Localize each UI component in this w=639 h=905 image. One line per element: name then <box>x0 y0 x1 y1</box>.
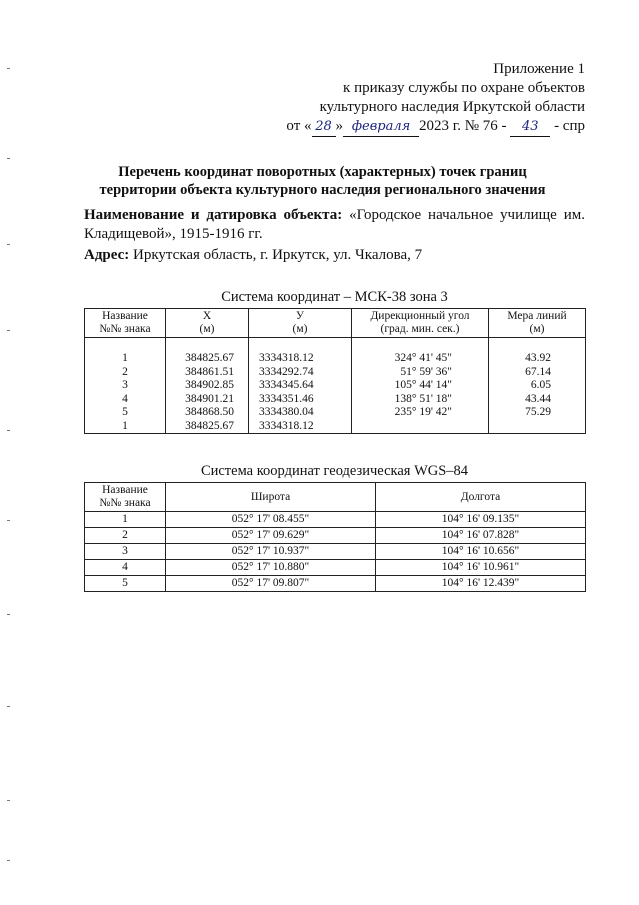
table-cell: 384868.50 <box>166 406 249 420</box>
order-day: 28 <box>312 117 336 137</box>
table-header-row <box>85 483 586 512</box>
table-cell: 43.44 <box>489 393 586 407</box>
address-label: Адрес: <box>84 247 130 263</box>
order-mid: » <box>335 118 344 134</box>
object-address <box>84 246 585 265</box>
table-cell <box>489 420 586 434</box>
table-cell: 4 <box>85 560 166 576</box>
table-cell: 052° 17' 10.880" <box>166 560 376 576</box>
table-cell: 67.14 <box>489 366 586 380</box>
title-line: территории объекта культурного наследия регионального значения <box>99 182 546 198</box>
table-cell <box>352 420 489 434</box>
wgs84-coordinates-table <box>84 482 586 592</box>
appendix-line: культурного наследия Иркутской области <box>319 99 585 115</box>
document-title <box>60 163 585 199</box>
table-row <box>85 379 586 393</box>
table-cell: 105° 44' 14" <box>352 379 489 393</box>
table-cell: 104° 16' 09.135" <box>376 512 586 528</box>
msk-coordinates-table <box>84 308 586 434</box>
table-cell: 2 <box>85 366 166 380</box>
table-cell: 2 <box>85 528 166 544</box>
table-cell: 384825.67 <box>166 420 249 434</box>
scan-mark <box>7 706 10 707</box>
header-cell: Название №№ знака <box>85 309 166 338</box>
order-line <box>286 117 585 137</box>
table-row <box>85 393 586 407</box>
table-cell: 104° 16' 07.828" <box>376 528 586 544</box>
table-cell: 104° 16' 10.961" <box>376 560 586 576</box>
scan-mark <box>7 860 10 861</box>
table-cell: 3 <box>85 544 166 560</box>
order-number: 43 <box>510 117 550 137</box>
table-row <box>85 406 586 420</box>
table-cell: 1 <box>85 352 166 366</box>
table-cell: 138° 51' 18" <box>352 393 489 407</box>
table-cell: 3 <box>85 379 166 393</box>
order-year: 2023 г. № 76 - <box>419 118 507 134</box>
scan-mark <box>7 800 10 801</box>
object-text: «Городское начальное училище им. Кладищевой», 1915-1916 гг. <box>84 207 585 242</box>
table-cell: 384901.21 <box>166 393 249 407</box>
object-label: Наименование и датировка объекта: <box>84 207 343 223</box>
scan-mark <box>7 430 10 431</box>
table-cell: 3334318.12 <box>249 352 352 366</box>
table-cell: 052° 17' 09.629" <box>166 528 376 544</box>
header-cell: Название №№ знака <box>85 483 166 512</box>
table-cell: 5 <box>85 406 166 420</box>
table-row <box>85 420 586 434</box>
table-cell: 3334318.12 <box>249 420 352 434</box>
table-row <box>85 560 586 576</box>
table-cell: 052° 17' 09.807" <box>166 576 376 592</box>
title-line: Перечень координат поворотных (характерных) точек границ <box>118 164 527 180</box>
table-cell: 235° 19' 42" <box>352 406 489 420</box>
table-cell: 104° 16' 10.656" <box>376 544 586 560</box>
table-row <box>85 352 586 366</box>
table-cell: 1 <box>85 420 166 434</box>
scan-mark <box>7 614 10 615</box>
table-cell: 384861.51 <box>166 366 249 380</box>
order-month: февраля <box>343 117 419 137</box>
table-cell: 3334351.46 <box>249 393 352 407</box>
table-cell: 75.29 <box>489 406 586 420</box>
spacer-row <box>85 338 586 353</box>
table-cell: 51° 59' 36" <box>352 366 489 380</box>
appendix-header <box>286 60 585 137</box>
scan-mark <box>7 68 10 69</box>
table-cell: 6.05 <box>489 379 586 393</box>
object-name <box>84 206 585 244</box>
header-cell: X (м) <box>166 309 249 338</box>
header-cell: Мера линий (м) <box>489 309 586 338</box>
table-row <box>85 576 586 592</box>
scan-mark <box>7 330 10 331</box>
header-cell: Дирекционный угол (град. мин. сек.) <box>352 309 489 338</box>
table-cell: 384825.67 <box>166 352 249 366</box>
order-prefix: от « <box>286 118 312 134</box>
table-cell: 3334380.04 <box>249 406 352 420</box>
table-cell: 324° 41' 45" <box>352 352 489 366</box>
header-cell: Долгота <box>376 483 586 512</box>
appendix-line: Приложение 1 <box>493 61 585 77</box>
table-cell: 104° 16' 12.439" <box>376 576 586 592</box>
table-row <box>85 512 586 528</box>
table-header-row <box>85 309 586 338</box>
address-text: Иркутская область, г. Иркутск, ул. Чкалова, 7 <box>133 247 423 263</box>
table-cell: 4 <box>85 393 166 407</box>
table-cell: 3334345.64 <box>249 379 352 393</box>
table2-caption: Система координат геодезическая WGS–84 <box>200 463 469 479</box>
scan-mark <box>7 158 10 159</box>
table-cell: 384902.85 <box>166 379 249 393</box>
order-suffix: - спр <box>554 118 585 134</box>
appendix-line: к приказу службы по охране объектов <box>343 80 585 96</box>
table-cell: 5 <box>85 576 166 592</box>
table-cell: 43.92 <box>489 352 586 366</box>
header-cell: Широта <box>166 483 376 512</box>
table-cell: 052° 17' 08.455" <box>166 512 376 528</box>
table-cell: 052° 17' 10.937" <box>166 544 376 560</box>
table-cell: 3334292.74 <box>249 366 352 380</box>
table-row <box>85 544 586 560</box>
table-row <box>85 528 586 544</box>
table-cell: 1 <box>85 512 166 528</box>
table1-caption: Система координат – МСК-38 зона 3 <box>221 289 448 305</box>
scan-mark <box>7 520 10 521</box>
scan-mark <box>7 244 10 245</box>
table-row <box>85 366 586 380</box>
header-cell: У (м) <box>249 309 352 338</box>
